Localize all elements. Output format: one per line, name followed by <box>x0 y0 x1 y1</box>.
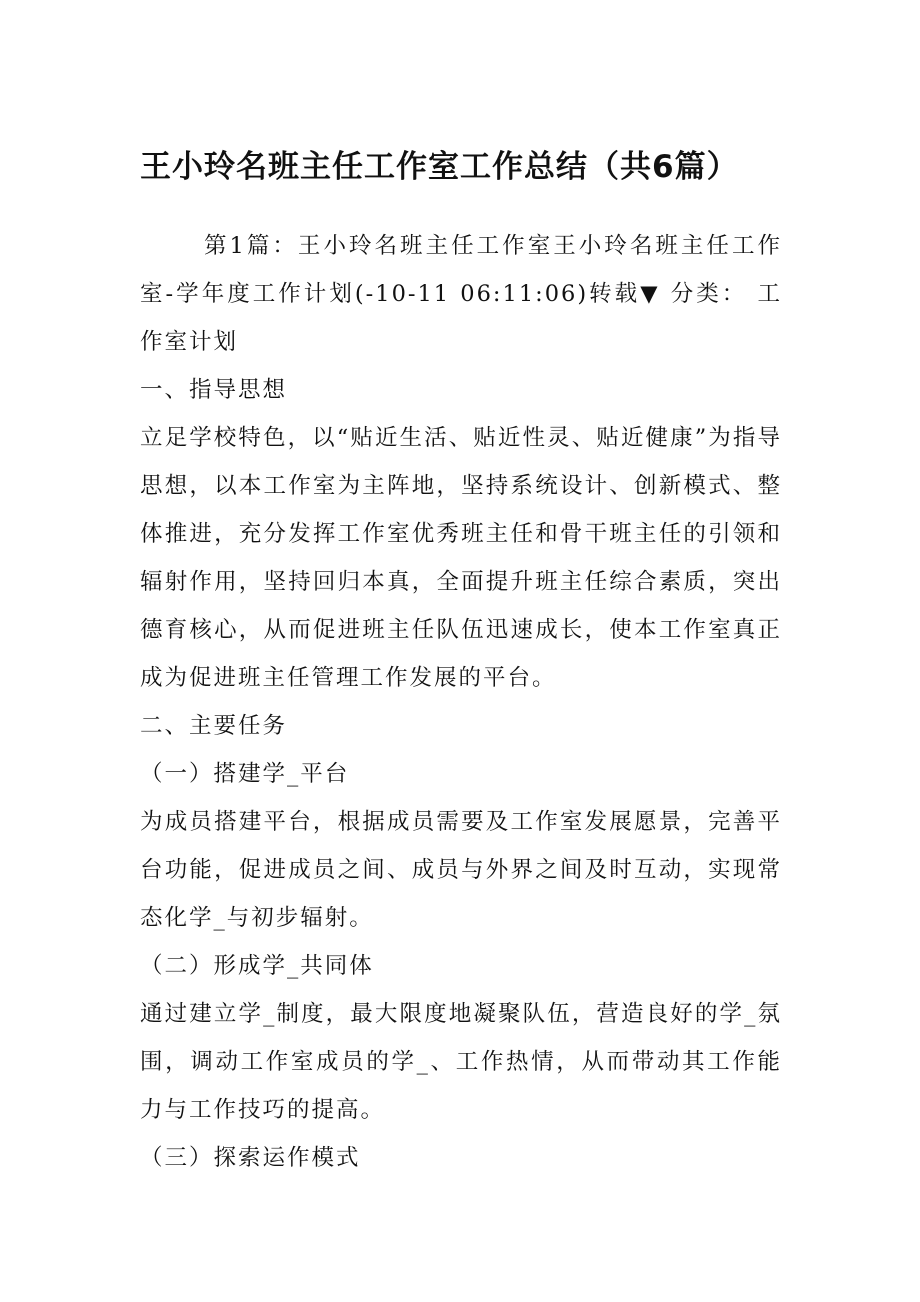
section-heading-guiding-ideology: 一、指导思想 <box>140 377 288 403</box>
paragraph-guiding-ideology: 立足学校特色，以“贴近生活、贴近性灵、贴近健康”为指导思想，以本工作室为主阵地，坚持系统设计、创新模式、整体推进，充分发挥工作室优秀班主任和骨干班主任的引领和辐射作用，坚持回归本真，全面提升班主任综合素质，突出德育核心，从而促进班主任队伍迅速成长，使本工作室真正成为促进班主任管理工作发展的平台。 <box>140 425 782 691</box>
intro-paragraph: 第1篇：王小玲名班主任工作室王小玲名班主任工作室-学年度工作计划(-10-11 06:11:06)转载▼ 分类： 工作室计划 <box>140 233 782 355</box>
paragraph-learning-community: 通过建立学_制度，最大限度地凝聚队伍，营造良好的学_氛围，调动工作室成员的学_、工作热情，从而带动其工作能力与工作技巧的提高。 <box>140 1001 782 1123</box>
paragraph-learning-platform: 为成员搭建平台，根据成员需要及工作室发展愿景，完善平台功能，促进成员之间、成员与外界之间及时互动，实现常态化学_与初步辐射。 <box>140 809 782 931</box>
subheading-learning-community: （二）形成学_共同体 <box>140 953 374 979</box>
document-title: 王小玲名班主任工作室工作总结（共6篇） <box>140 149 739 185</box>
subheading-learning-platform: （一）搭建学_平台 <box>140 761 350 787</box>
subheading-operation-mode: （三）探索运作模式 <box>140 1145 361 1171</box>
section-heading-main-tasks: 二、主要任务 <box>140 713 288 739</box>
document-body <box>140 222 782 1182</box>
